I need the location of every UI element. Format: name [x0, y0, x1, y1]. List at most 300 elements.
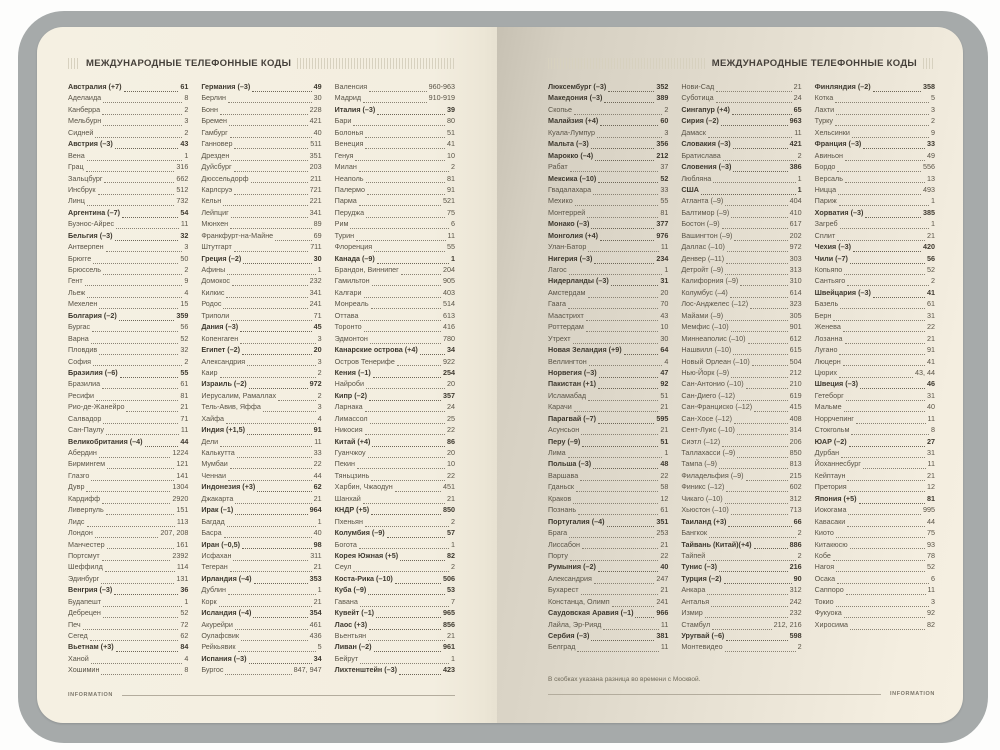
city-name: Лидс — [68, 516, 85, 526]
city-name: Сент-Луис (–10) — [681, 425, 735, 435]
city-name: Болонья — [334, 127, 364, 137]
dot-leader — [586, 320, 659, 321]
dot-leader — [240, 343, 315, 344]
code-row — [548, 93, 668, 104]
code-row — [548, 128, 668, 139]
code-row — [815, 448, 935, 459]
code-row — [201, 620, 321, 631]
city-name: Дебрецен — [68, 608, 101, 618]
phone-code: 2 — [317, 367, 322, 377]
dot-leader — [356, 240, 445, 241]
code-row — [201, 299, 321, 310]
code-row — [335, 494, 455, 505]
city-name: Пловдив — [68, 345, 98, 355]
phone-code: 22 — [660, 550, 669, 560]
phone-code: 20 — [446, 448, 455, 457]
code-row — [68, 345, 188, 356]
code-row — [815, 265, 935, 276]
phone-code: 850 — [789, 448, 802, 457]
dot-leader — [712, 629, 771, 630]
code-row — [68, 642, 188, 653]
city-name: София — [68, 356, 92, 366]
city-name: Ченнаи — [201, 470, 227, 480]
city-name: Лахти — [814, 104, 835, 114]
code-column — [68, 82, 188, 677]
phone-code: 2 — [184, 127, 189, 137]
code-row — [548, 219, 668, 230]
phone-code: 206 — [789, 436, 802, 446]
city-name: Сантьяго — [814, 276, 846, 286]
dot-leader — [848, 514, 921, 515]
country-name: Марокко (–4) — [548, 150, 594, 160]
phone-code: 2 — [797, 642, 802, 652]
code-row — [815, 585, 935, 596]
country-name: Аргентина (–7) — [68, 207, 120, 217]
phone-code: 161 — [176, 539, 189, 549]
dot-leader — [849, 491, 925, 492]
dot-leader — [716, 102, 792, 103]
code-row — [201, 540, 321, 551]
code-row — [68, 585, 188, 596]
city-name: Турин — [334, 230, 355, 240]
city-name: Балтимор (–9) — [681, 207, 730, 217]
code-row — [68, 139, 188, 150]
phone-code: 62 — [180, 631, 189, 640]
city-name: Бостон (–9) — [681, 219, 720, 229]
dot-leader — [709, 537, 796, 538]
city-name: Бремен — [201, 116, 227, 126]
dot-leader — [844, 274, 925, 275]
code-row — [681, 402, 801, 413]
code-row — [681, 93, 801, 104]
code-row — [201, 311, 321, 322]
phone-code: 40 — [313, 528, 322, 538]
code-row — [201, 562, 321, 573]
phone-code: 316 — [176, 162, 189, 172]
code-row — [681, 345, 801, 356]
phone-code: 311 — [310, 550, 322, 560]
city-name: Будапешт — [68, 596, 102, 606]
code-row — [335, 368, 455, 379]
code-row — [68, 665, 188, 676]
city-name: Бургос — [201, 665, 224, 675]
dot-leader — [228, 102, 312, 103]
city-name: Лозанна — [814, 333, 843, 343]
city-name: Рабат — [548, 162, 568, 172]
city-name: Оулафсвик — [201, 631, 240, 640]
phone-code: 11 — [180, 425, 189, 435]
code-row — [815, 574, 935, 585]
country-name: Уругвай (–6) — [681, 631, 725, 640]
phone-code: 12 — [660, 493, 669, 503]
dot-leader — [85, 285, 183, 286]
dot-leader — [98, 194, 175, 195]
phone-code: 965 — [442, 608, 455, 618]
dot-leader — [114, 594, 178, 595]
city-name: Калифорния (–9) — [681, 276, 739, 286]
dot-leader — [635, 617, 654, 618]
city-name: Инсбрук — [68, 184, 96, 194]
dot-leader — [102, 388, 178, 389]
dot-leader — [734, 240, 787, 241]
code-row — [201, 254, 321, 265]
dot-leader — [371, 308, 441, 309]
dot-leader — [604, 102, 654, 103]
phone-code: 57 — [446, 528, 455, 538]
code-row — [201, 128, 321, 139]
phone-code: 11 — [660, 242, 669, 252]
code-row — [681, 597, 801, 608]
phone-code: 41 — [926, 356, 935, 366]
left-page-footer — [68, 691, 455, 699]
city-name: Гент — [68, 276, 83, 286]
phone-code: 2 — [930, 116, 935, 126]
code-row — [201, 345, 321, 356]
dot-leader — [748, 343, 788, 344]
dot-leader — [568, 308, 658, 309]
code-row — [68, 231, 188, 242]
phone-code: 20 — [660, 287, 669, 297]
phone-code: 203 — [309, 162, 322, 172]
dot-leader — [576, 491, 658, 492]
city-name: Неаполь — [334, 173, 364, 183]
country-name: Венгрия (–3) — [68, 585, 113, 595]
phone-code: 8 — [184, 665, 189, 675]
phone-code: 1 — [450, 653, 455, 663]
code-row — [68, 82, 188, 93]
code-row — [201, 105, 321, 116]
city-name: Асунсьон — [548, 425, 580, 435]
code-row — [681, 608, 801, 619]
city-name: Пхеньян — [334, 516, 363, 526]
city-name: Финикс (–12) — [681, 482, 725, 492]
dot-leader — [853, 251, 921, 252]
dot-leader — [713, 182, 795, 183]
code-row — [681, 162, 801, 173]
code-row — [815, 299, 935, 310]
dot-leader — [731, 217, 787, 218]
city-name: Осака — [814, 573, 836, 583]
city-name: Исфахан — [201, 550, 232, 560]
phone-code: 1 — [930, 196, 935, 206]
city-name: Венеция — [334, 139, 364, 149]
city-name: Гетеборг — [814, 390, 844, 400]
code-row — [815, 562, 935, 573]
country-name: Саудовская Аравия (–1) — [548, 608, 634, 618]
dot-leader — [725, 320, 788, 321]
code-row — [68, 505, 188, 516]
code-row — [548, 196, 668, 207]
phone-code: 359 — [176, 310, 189, 320]
code-row — [815, 242, 935, 253]
phone-code: 31 — [926, 390, 935, 400]
city-name: Карлсруэ — [201, 184, 233, 194]
code-row — [548, 540, 668, 551]
phone-code: 204 — [442, 265, 455, 274]
dot-leader — [850, 629, 925, 630]
dot-leader — [570, 171, 659, 172]
phone-code: 52 — [180, 608, 189, 618]
phone-code: 711 — [310, 242, 322, 252]
phone-code: 856 — [442, 619, 455, 629]
dot-leader — [837, 240, 925, 241]
dot-leader — [229, 125, 308, 126]
code-row — [815, 162, 935, 173]
phone-code: 21 — [313, 493, 322, 503]
code-row — [548, 162, 668, 173]
code-row — [815, 437, 935, 448]
phone-code: 52 — [926, 562, 935, 572]
phone-code: 25 — [446, 413, 455, 423]
code-row — [815, 288, 935, 299]
city-name: Дрезден — [201, 150, 230, 160]
city-name: Тель-Авив, Яффа — [201, 402, 261, 412]
code-row — [201, 379, 321, 390]
code-row — [68, 494, 188, 505]
phone-code: 408 — [789, 413, 802, 423]
code-row — [335, 505, 455, 516]
code-row — [681, 231, 801, 242]
city-name: Бангкок — [681, 528, 708, 538]
dot-leader — [724, 583, 792, 584]
phone-code: 3 — [930, 596, 935, 606]
city-name: Варшава — [548, 470, 579, 480]
city-name: Монреаль — [334, 299, 369, 309]
phone-code: 21 — [660, 585, 669, 595]
city-name: Парма — [334, 196, 357, 206]
code-row — [201, 265, 321, 276]
phone-code: 6 — [930, 573, 935, 583]
dot-leader — [106, 514, 175, 515]
dot-leader — [87, 297, 182, 298]
city-name: Найроби — [334, 379, 364, 389]
dot-leader — [732, 114, 792, 115]
city-name: Генуя — [334, 150, 354, 160]
country-name: Колумбия (–9) — [334, 528, 385, 538]
code-row — [681, 517, 801, 528]
dot-leader — [92, 331, 178, 332]
code-row — [335, 654, 455, 665]
code-row — [68, 105, 188, 116]
country-name: Румыния (–2) — [548, 562, 596, 572]
code-row — [681, 574, 801, 585]
dot-leader — [241, 640, 308, 641]
city-name: Мюнхен — [201, 219, 229, 229]
code-row — [548, 139, 668, 150]
phone-code: 64 — [660, 345, 669, 355]
dot-leader — [368, 594, 445, 595]
header-hatch-fill — [297, 58, 455, 69]
dot-leader — [103, 617, 178, 618]
code-row — [681, 208, 801, 219]
code-row — [68, 116, 188, 127]
code-row — [548, 288, 668, 299]
code-row — [815, 139, 935, 150]
dot-leader — [849, 446, 925, 447]
phone-code: 55 — [446, 242, 455, 252]
code-row — [68, 162, 188, 173]
phone-code: 961 — [442, 642, 455, 652]
city-name: Ливерпуль — [68, 505, 104, 515]
code-row — [335, 93, 455, 104]
dot-leader — [835, 102, 929, 103]
phone-code: 313 — [789, 265, 802, 274]
code-row — [201, 357, 321, 368]
phone-code: 341 — [309, 287, 322, 297]
dot-leader — [588, 251, 658, 252]
code-row — [815, 185, 935, 196]
code-row — [681, 151, 801, 162]
dot-leader — [237, 457, 312, 458]
phone-code: 55 — [660, 196, 669, 206]
phone-code: 31 — [660, 276, 669, 286]
code-row — [681, 219, 801, 230]
phone-code: 53 — [446, 585, 455, 595]
phone-code: 21 — [660, 402, 669, 412]
dot-leader — [420, 354, 445, 355]
code-row — [548, 437, 668, 448]
city-name: Лейпциг — [201, 207, 229, 217]
city-name: Атланта (–9) — [681, 196, 724, 206]
dot-leader — [242, 548, 312, 549]
code-row — [681, 105, 801, 116]
code-row — [548, 299, 668, 310]
city-name: Мельбурн — [68, 116, 102, 126]
city-name: Ресифи — [68, 390, 95, 400]
dot-leader — [370, 343, 441, 344]
country-name: Коста-Рика (–10) — [334, 573, 393, 583]
dot-leader — [366, 182, 445, 183]
code-row — [68, 311, 188, 322]
code-row — [335, 551, 455, 562]
phone-code: 21 — [446, 631, 455, 640]
city-name: Гамбург — [201, 127, 228, 137]
dot-leader — [359, 171, 449, 172]
dot-leader — [107, 468, 174, 469]
dot-leader — [573, 503, 658, 504]
left-page-header — [68, 56, 455, 71]
code-row — [681, 471, 801, 482]
dot-leader — [598, 182, 658, 183]
phone-code: 212, 216 — [773, 619, 802, 629]
phone-code: 20 — [313, 345, 322, 355]
notebook-cover — [18, 11, 988, 743]
phone-code: 8 — [930, 425, 935, 435]
phone-code: 71 — [313, 310, 322, 320]
dot-leader — [754, 548, 788, 549]
phone-code: 21 — [446, 493, 455, 503]
country-name: Норвегия (–3) — [548, 367, 597, 377]
code-row — [815, 494, 935, 505]
dot-leader — [226, 423, 316, 424]
phone-code: 595 — [656, 413, 669, 423]
code-row — [68, 208, 188, 219]
city-name: Бордо — [814, 162, 836, 172]
city-name: Сан-Франциско (–12) — [681, 402, 753, 412]
phone-code: 92 — [660, 379, 669, 389]
code-row — [681, 139, 801, 150]
phone-code: 905 — [442, 276, 455, 286]
phone-code: 33 — [926, 139, 935, 149]
code-row — [335, 151, 455, 162]
phone-code: 11 — [794, 127, 802, 137]
country-name: Китай (+4) — [334, 436, 371, 446]
code-row — [68, 265, 188, 276]
phone-code: 1 — [930, 219, 935, 229]
dot-leader — [740, 285, 787, 286]
phone-code: 9 — [930, 127, 935, 137]
country-name: Индонезия (+3) — [201, 482, 256, 492]
city-name: Милан — [334, 162, 357, 172]
dot-leader — [240, 331, 311, 332]
phone-code: 506 — [442, 573, 455, 583]
phone-code: 49 — [926, 150, 935, 160]
code-row — [548, 528, 668, 539]
code-row — [681, 482, 801, 493]
phone-code: 75 — [446, 207, 455, 217]
code-row — [548, 242, 668, 253]
code-row — [548, 585, 668, 596]
dot-leader — [87, 526, 175, 527]
code-row — [68, 276, 188, 287]
city-name: Эдинбург — [68, 573, 100, 583]
dot-leader — [365, 148, 445, 149]
dot-leader — [727, 251, 788, 252]
city-name: Мадрид — [334, 93, 362, 103]
city-name: Калькутта — [201, 448, 235, 457]
dot-leader — [367, 194, 445, 195]
phone-code: 44 — [926, 516, 935, 526]
phone-code: 91 — [446, 184, 455, 194]
phone-code: 69 — [313, 230, 322, 240]
country-name: Чехия (–3) — [814, 242, 851, 252]
phone-code: 39 — [446, 104, 455, 114]
phone-code: 22 — [446, 425, 455, 435]
phone-code: 91 — [926, 345, 935, 355]
city-name: Бирмингем — [68, 459, 106, 469]
dot-leader — [226, 297, 307, 298]
code-row — [815, 276, 935, 287]
dot-leader — [860, 388, 925, 389]
dot-leader — [369, 629, 441, 630]
city-name: Новый Орлеан (–10) — [681, 356, 750, 366]
code-row — [548, 505, 668, 516]
city-name: Цюрих — [814, 367, 837, 377]
phone-code: 5 — [317, 642, 322, 652]
phone-code: 62 — [313, 482, 322, 492]
country-name: Вьетнам (+3) — [68, 642, 114, 652]
dot-leader — [591, 148, 655, 149]
phone-code: 141 — [176, 470, 189, 480]
city-name: Сеул — [334, 562, 352, 572]
code-row — [548, 151, 668, 162]
dot-leader — [228, 480, 312, 481]
city-name: Братислава — [681, 150, 721, 160]
dot-leader — [837, 171, 921, 172]
city-name: Норрчепинг — [814, 413, 854, 423]
city-name: Бари — [334, 116, 352, 126]
phone-code: 356 — [656, 139, 669, 149]
code-row — [548, 254, 668, 265]
phone-code: 995 — [922, 505, 935, 515]
phone-code: 2 — [184, 356, 189, 366]
code-row — [815, 311, 935, 322]
phone-code: 556 — [922, 162, 935, 172]
dot-leader — [752, 365, 788, 366]
header-hatch-fill — [548, 58, 706, 69]
phone-code: 72 — [180, 619, 189, 629]
country-name: Швейцария (–3) — [814, 287, 871, 297]
